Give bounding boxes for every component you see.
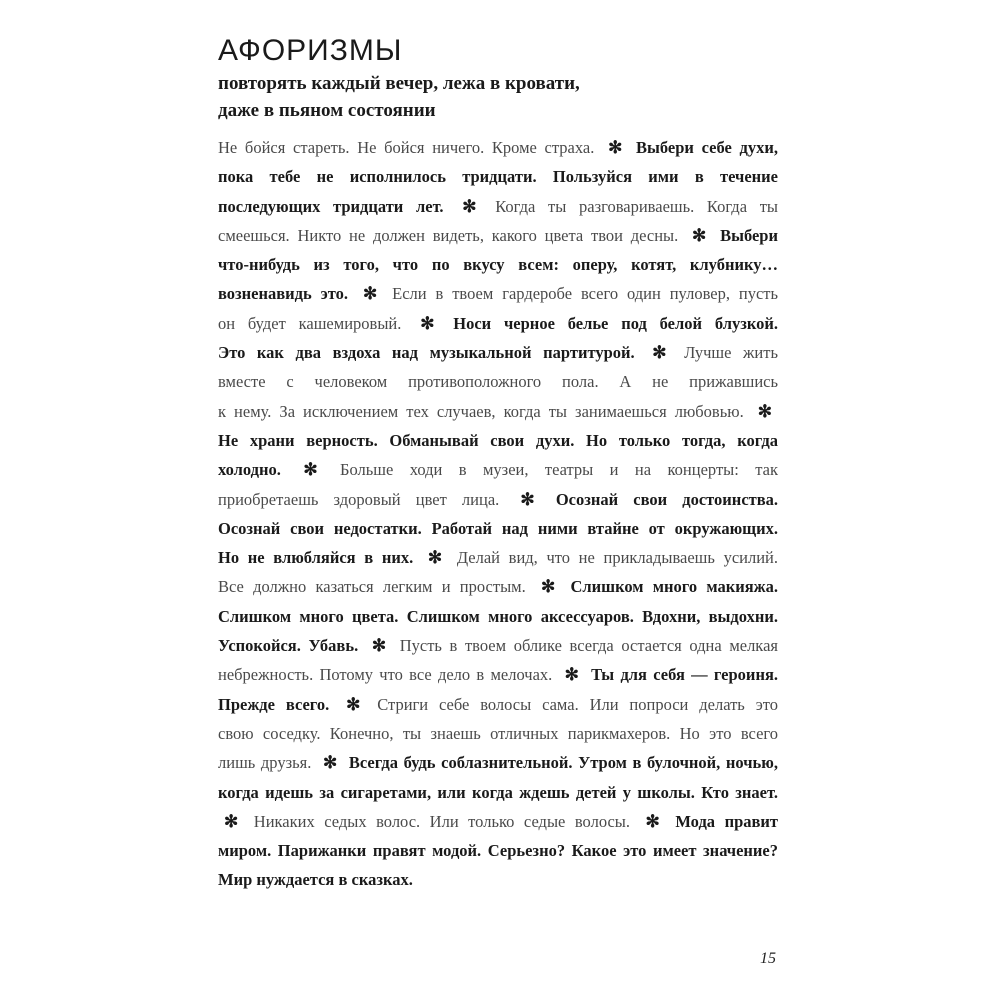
aphorism-bold-text: возненавидь это.: [218, 284, 349, 304]
text-line: [218, 367, 778, 396]
aphorism-bold-text: Прежде всего.: [218, 694, 330, 714]
aphorism-bold-text: Осознай свои недостатки. Работай над ними втайне от окружающих.: [218, 518, 778, 538]
aphorism-regular-text: Если в твоем гардеробе всего один пуловер, пусть: [392, 284, 779, 304]
aphorism-bold-text: холодно.: [218, 460, 281, 480]
separator-star-icon: ✻: [362, 284, 378, 304]
aphorism-regular-text: Никаких седых волос. Или только седые волосы.: [253, 811, 631, 831]
aphorism-regular-text: Лучше жить: [684, 343, 778, 363]
aphorisms-text: [218, 133, 778, 895]
aphorism-bold-text: когда идешь за сигаретами, или когда ждешь детей у школы. Кто знает.: [218, 782, 778, 802]
separator-star-icon: ✻: [564, 665, 579, 685]
text-line: [218, 690, 778, 719]
aphorism-bold-text: Мир нуждается в сказках.: [218, 870, 413, 890]
aphorism-regular-text: приобретаешь здоровый цвет лица.: [218, 489, 500, 509]
aphorism-bold-text: Ты для себя — героиня.: [591, 665, 778, 685]
page-subtitle: [218, 70, 580, 124]
separator-star-icon: ✻: [371, 636, 387, 656]
separator-star-icon: ✻: [322, 753, 338, 773]
text-line: [218, 397, 778, 426]
aphorism-bold-text: Слишком много макияжа.: [570, 577, 779, 597]
aphorism-bold-text: Всегда будь соблазнительной. Утром в булочной, ночью,: [348, 753, 778, 773]
aphorism-regular-text: Стриги себе волосы сама. Или попроси делать это: [377, 694, 779, 714]
separator-star-icon: ✻: [346, 694, 361, 714]
separator-star-icon: ✻: [420, 313, 435, 333]
aphorism-bold-text: Не храни верность. Обманывай свои духи. Но только тогда, когда: [218, 430, 778, 450]
text-line: [218, 426, 778, 455]
aphorism-bold-text: миром. Парижанки правят модой. Серьезно? Какое это имеет значение?: [218, 841, 778, 861]
aphorism-regular-text: Делай вид, что не прикладываешь усилий.: [456, 548, 779, 568]
text-line: [218, 572, 778, 601]
text-line: [218, 338, 778, 367]
text-line: [218, 865, 778, 894]
aphorism-regular-text: он будет кашемировый.: [218, 313, 402, 333]
aphorism-bold-text: Осознай свои достоинства.: [555, 489, 779, 509]
text-line: [218, 221, 778, 250]
text-line: [218, 543, 778, 572]
text-line: [218, 660, 778, 689]
separator-star-icon: ✻: [652, 343, 667, 363]
text-line: [218, 778, 778, 807]
subtitle-line: повторять каждый вечер, лежа в кровати,: [218, 73, 580, 94]
aphorism-bold-text: Выбери: [720, 225, 778, 245]
page-number: 15: [760, 950, 776, 967]
text-line: [218, 455, 778, 484]
text-line: [218, 836, 778, 865]
separator-star-icon: ✻: [462, 196, 477, 216]
aphorism-bold-text: что-нибудь из того, что по вкусу всем: оперу, котят, клубнику…: [218, 255, 778, 275]
aphorism-bold-text: пока тебе не исполнилось тридцати. Пользуйся ими в течение: [218, 167, 778, 187]
text-line: [218, 748, 778, 777]
separator-star-icon: ✻: [520, 489, 535, 509]
aphorism-bold-text: Но не влюбляйся в них.: [218, 548, 414, 568]
separator-star-icon: ✻: [645, 811, 660, 831]
text-line: [218, 602, 778, 631]
aphorism-regular-text: Когда ты разговариваешь. Когда ты: [495, 196, 779, 216]
aphorism-regular-text: Все должно казаться легким и простым.: [218, 577, 526, 597]
text-line: [218, 162, 778, 191]
aphorism-bold-text: Выбери себе духи,: [636, 138, 779, 157]
text-line: [218, 133, 778, 162]
aphorism-bold-text: Мода правит: [675, 811, 779, 831]
separator-star-icon: ✻: [692, 225, 707, 245]
aphorism-regular-text: Больше ходи в музеи, театры и на концерты: так: [340, 460, 779, 480]
aphorism-regular-text: небрежность. Потому что все дело в мелочах.: [218, 665, 553, 685]
aphorism-regular-text: Пусть в твоем облике всегда остается одна мелкая: [399, 636, 778, 656]
text-line: [218, 485, 778, 514]
aphorism-bold-text: Носи черное белье под белой блузкой.: [453, 313, 778, 333]
separator-star-icon: ✻: [427, 548, 443, 568]
aphorism-regular-text: Не бойся стареть. Не бойся ничего. Кроме страха.: [218, 138, 595, 157]
page-title: АФОРИЗМЫ: [218, 34, 403, 67]
text-line: [218, 250, 778, 279]
text-line: [218, 279, 778, 308]
aphorism-regular-text: лишь друзья.: [218, 753, 312, 773]
aphorism-bold-text: Это как два вздоха над музыкальной партитурой.: [218, 343, 635, 363]
aphorism-bold-text: Успокойся. Убавь.: [218, 636, 359, 656]
text-line: [218, 192, 778, 221]
aphorism-regular-text: к нему. За исключением тех случаев, когда ты занимаешься любовью.: [218, 401, 744, 421]
aphorism-bold-text: последующих тридцати лет.: [218, 196, 444, 216]
separator-star-icon: ✻: [757, 401, 772, 421]
text-line: [218, 631, 778, 660]
text-line: [218, 514, 778, 543]
subtitle-line: даже в пьяном состоянии: [218, 100, 436, 121]
text-line: [218, 309, 778, 338]
aphorism-regular-text: свою соседку. Конечно, ты знаешь отличных парикмахеров. Но это всего: [218, 723, 778, 743]
text-line: [218, 807, 778, 836]
separator-star-icon: ✻: [540, 577, 556, 597]
aphorism-regular-text: смеешься. Никто не должен видеть, какого цвета твои десны.: [218, 225, 679, 245]
separator-star-icon: ✻: [303, 460, 318, 480]
aphorism-regular-text: вместе с человеком противоположного пола. А не прижавшись: [218, 372, 778, 392]
separator-star-icon: ✻: [608, 138, 623, 157]
aphorism-bold-text: Слишком много цвета. Слишком много аксессуаров. Вдохни, выдохни.: [218, 606, 778, 626]
separator-star-icon: ✻: [224, 811, 239, 831]
text-line: [218, 719, 778, 748]
